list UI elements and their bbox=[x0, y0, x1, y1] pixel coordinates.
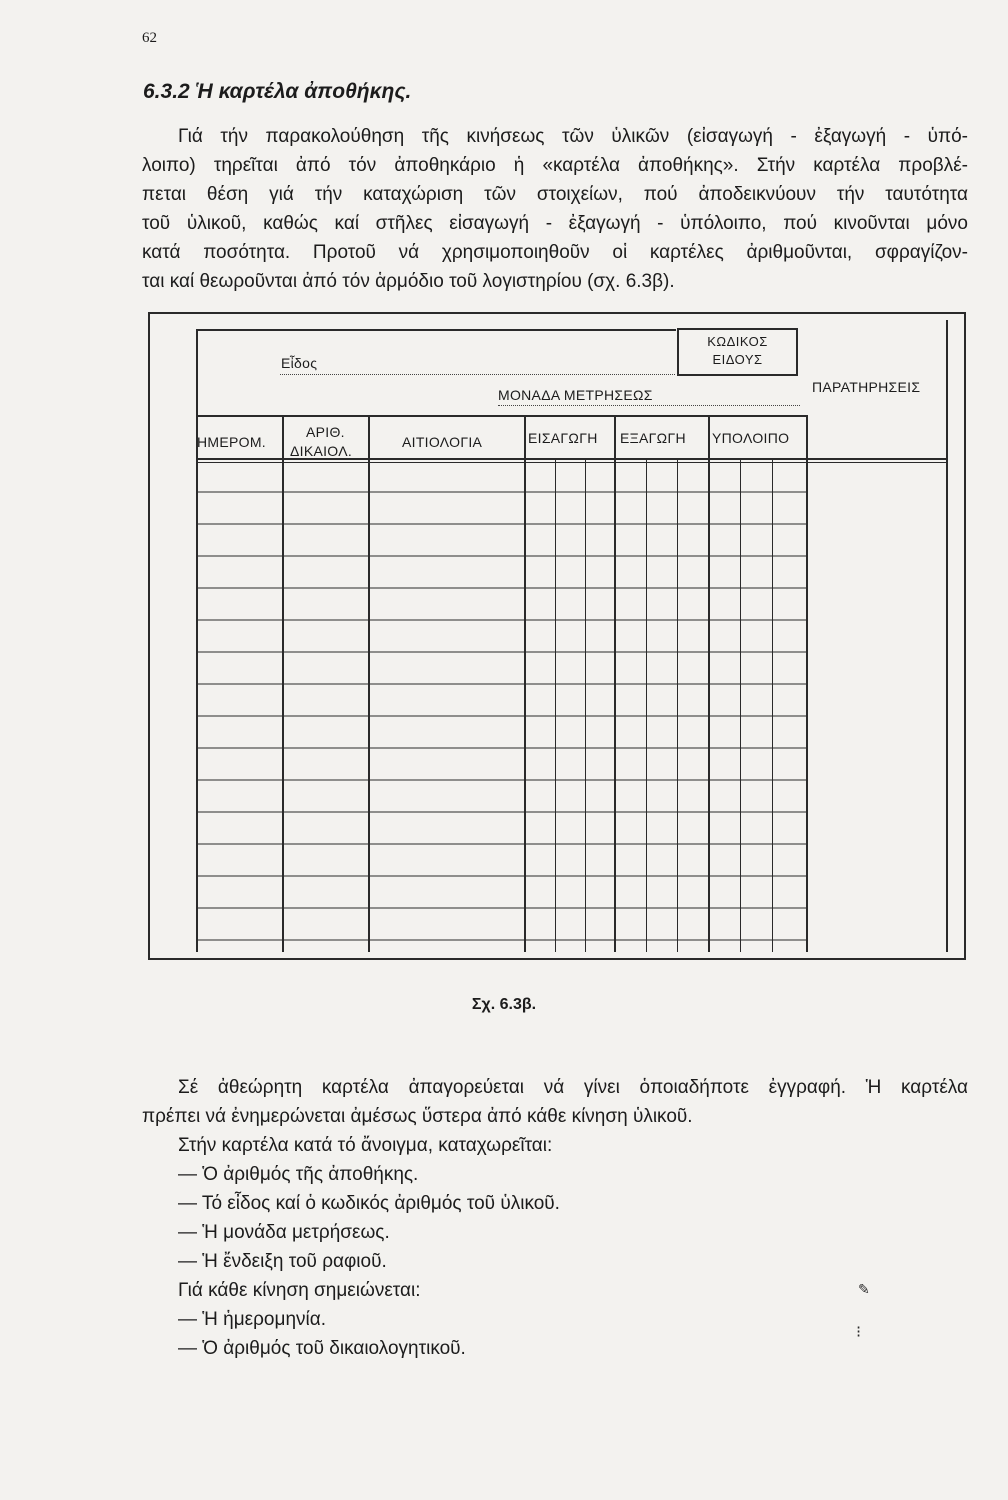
intro-paragraph bbox=[142, 122, 968, 296]
section-title: 6.3.2 Ἡ καρτέλα ἀποθήκης. bbox=[143, 80, 412, 103]
text-line: λοιπο) τηρεῖται ἀπό τόν ἀποθηκάριο ἡ «καρτέλα ἀποθήκης». Στήν καρτέλα προβλέ- bbox=[142, 155, 968, 176]
sub-column-separator bbox=[677, 460, 678, 952]
text-line: πρέπει νά ἐνημερώνεται ἀμέσως ὕστερα ἀπό κάθε κίνηση ὑλικοῦ. bbox=[142, 1106, 693, 1127]
text-line: ται καί θεωροῦνται ἀπό τόν ἁρμόδιο τοῦ λογιστηρίου (σχ. 6.3β). bbox=[142, 271, 675, 292]
sub-column-separator bbox=[585, 460, 586, 952]
col-header-doc-no: ΑΡΙΘ. bbox=[306, 424, 345, 440]
column-separator bbox=[614, 416, 616, 952]
page-number: 62 bbox=[142, 30, 157, 46]
col-header-balance: ΥΠΟΛΟΙΠΟ bbox=[712, 430, 790, 446]
item-code-box bbox=[677, 328, 798, 376]
col-header-doc-no: ΔΙΚΑΙΟΛ. bbox=[290, 443, 353, 459]
figure-caption: Σχ. 6.3β. bbox=[471, 996, 537, 1013]
column-separator bbox=[282, 416, 284, 952]
sub-column-separator bbox=[555, 460, 556, 952]
frame-line bbox=[196, 330, 198, 952]
header-bottom-rule bbox=[196, 462, 948, 463]
text-line: πεται θέση γιά τήν καταχώριση τῶν στοιχείων, πού ἀποδεικνύουν τήν ταυτότητα bbox=[142, 184, 968, 205]
list-item: — Τό εἶδος καί ὁ κωδικός ἀριθμός τοῦ ὑλικοῦ. bbox=[178, 1193, 560, 1214]
item-dotted-line bbox=[280, 374, 675, 375]
column-separator bbox=[708, 416, 710, 952]
sub-column-separator bbox=[772, 460, 773, 952]
frame-line bbox=[196, 329, 676, 331]
body-paragraph bbox=[142, 1073, 968, 1363]
column-separator bbox=[806, 416, 808, 952]
text-line: τοῦ ὑλικοῦ, καθώς καί στῆλες εἰσαγωγή - ἐξαγωγή - ὑπόλοιπο, πού κινοῦνται μόνο bbox=[142, 213, 968, 234]
list-item: — Ὁ ἀριθμός τῆς ἀποθήκης. bbox=[178, 1164, 419, 1185]
col-header-reason: ΑΙΤΙΟΛΟΓΙΑ bbox=[402, 434, 483, 450]
text-line: Γιά τήν παρακολούθηση τῆς κινήσεως τῶν ὑλικῶν (εἰσαγωγή - ἐξαγωγή - ὑπό- bbox=[178, 126, 968, 147]
list-item: — Ἡ ἔνδειξη τοῦ ραφιοῦ. bbox=[178, 1251, 387, 1272]
header-top-rule bbox=[196, 415, 808, 417]
form-outer-frame bbox=[148, 312, 966, 960]
code-label-line2: ΕΙΔΟΥΣ bbox=[712, 352, 763, 367]
sub-column-separator bbox=[646, 460, 647, 952]
column-separator bbox=[524, 416, 526, 952]
unit-label: ΜΟΝΑΔΑ ΜΕΤΡΗΣΕΩΣ bbox=[498, 387, 653, 403]
column-separator bbox=[368, 416, 370, 952]
frame-line bbox=[946, 320, 948, 952]
col-header-date: ΗΜΕΡΟΜ. bbox=[197, 434, 266, 450]
list-item: — Ἡ ἡμερομηνία. bbox=[178, 1309, 326, 1330]
text-line: Σέ ἀθεώρητη καρτέλα ἀπαγορεύεται νά γίνει ὁποιαδήποτε ἐγγραφή. Ἡ καρτέλα bbox=[178, 1077, 968, 1098]
col-header-exit: ΕΞΑΓΩΓΗ bbox=[620, 430, 686, 446]
text-line: Γιά κάθε κίνηση σημειώνεται: bbox=[178, 1280, 421, 1301]
col-header-entry: ΕΙΣΑΓΩΓΗ bbox=[528, 430, 598, 446]
text-line: Στήν καρτέλα κατά τό ἄνοιγμα, καταχωρεῖται: bbox=[178, 1135, 553, 1156]
sub-column-separator bbox=[740, 460, 741, 952]
unit-dotted-line bbox=[498, 405, 800, 406]
margin-pencil-mark: ⁝ bbox=[856, 1322, 862, 1341]
margin-pencil-mark: ✎ bbox=[858, 1282, 870, 1298]
list-item: — Ἡ μονάδα μετρήσεως. bbox=[178, 1222, 390, 1243]
text-line: κατά ποσότητα. Προτοῦ νά χρησιμοποιηθοῦν οἱ καρτέλες ἀριθμοῦνται, σφραγίζον- bbox=[142, 242, 968, 263]
item-label: Εἶδος bbox=[281, 355, 318, 371]
remarks-label: ΠΑΡΑΤΗΡΗΣΕΙΣ bbox=[812, 379, 921, 395]
list-item: — Ὁ ἀριθμός τοῦ δικαιολογητικοῦ. bbox=[178, 1338, 466, 1359]
code-label-line1: ΚΩΔΙΚΟΣ bbox=[707, 334, 768, 349]
